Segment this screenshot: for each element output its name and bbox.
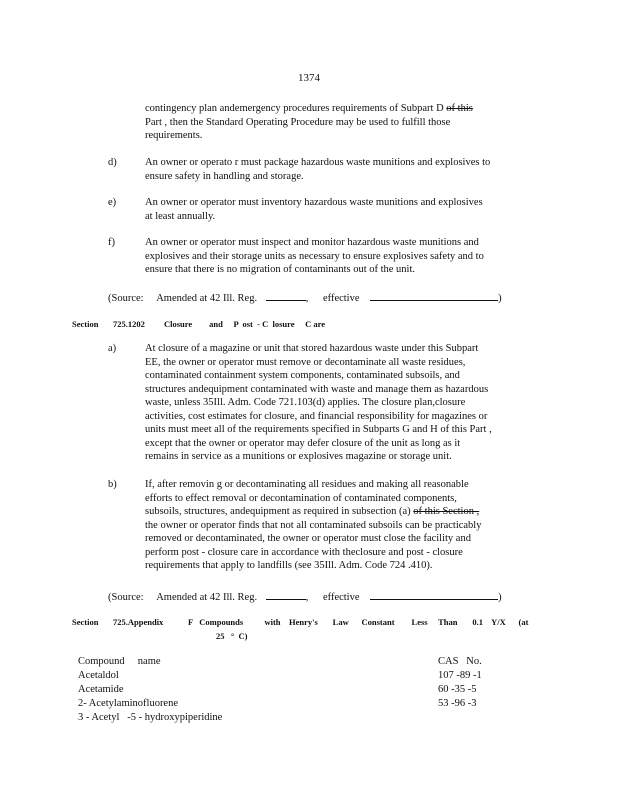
- item-letter-f: f): [108, 237, 115, 248]
- item-a-line: units must meet all of the requirements specified in Subparts G and H of this Part ,: [145, 424, 492, 435]
- item-f-line: An owner or operator must inspect and monitor hazardous waste munitions and: [145, 237, 479, 248]
- item-b-strike: of this Section ,: [413, 506, 480, 517]
- item-b-line: efforts to effect removal or decontamination of contaminated components,: [145, 492, 457, 504]
- source-effective: effective: [322, 592, 360, 603]
- item-a-line: except that the owner or operator may defer closure of the unit as long as it: [145, 437, 461, 449]
- compound-name: 2- Acetylaminofluorene: [78, 698, 179, 709]
- compound-name: Acetaldol: [78, 670, 119, 681]
- reg-blank: [266, 290, 306, 301]
- item-a-line: waste, unless 35Ill. Adm. Code 721.103(d) applies. The closure plan,closure: [145, 397, 466, 408]
- cas-number: 60 -35 -5: [438, 684, 477, 695]
- item-a-line: contaminated containment system components, contaminated subsoils, and: [145, 370, 460, 381]
- item-letter-a: a): [108, 343, 117, 354]
- item-a-line: At closure of a magazine or unit that stored hazardous waste under this Subpart: [145, 343, 479, 354]
- item-f-line: explosives and their storage units as necessary to ensure explosives safety and to: [145, 250, 484, 262]
- item-a-text: [145, 342, 543, 464]
- item-b-line: perform post - closure care in accordance with theclosure and post - closure: [145, 546, 463, 558]
- item-b-line: subsoils, structures, andequipment as required in subsection (a): [145, 506, 411, 517]
- compound-header: Compound name: [78, 656, 161, 667]
- intro-strike: of this: [446, 103, 473, 114]
- source-effective: effective: [322, 293, 360, 304]
- appendix-section-label: Section: [72, 617, 99, 627]
- table-row: [78, 683, 538, 697]
- source-note-2: [108, 589, 502, 605]
- intro-paragraph: [145, 102, 543, 143]
- effective-blank: [370, 589, 498, 600]
- item-b-text: [145, 478, 543, 573]
- item-d-text: [145, 156, 543, 183]
- item-a-line: structures andequipment contaminated with waste and manage them as hazardous: [145, 383, 489, 395]
- source-label: (Source:: [108, 293, 144, 304]
- source-label: (Source:: [108, 592, 144, 603]
- reg-blank: [266, 589, 306, 600]
- item-e-line: An owner or operator must inventory hazardous waste munitions and explosives: [145, 197, 483, 208]
- effective-blank: [370, 290, 498, 301]
- compound-name: Acetamide: [78, 684, 124, 695]
- intro-line-3: requirements.: [145, 130, 203, 141]
- cas-number: 107 -89 -1: [438, 670, 482, 681]
- source-close: ): [498, 293, 502, 304]
- section-label: Section: [72, 319, 99, 329]
- item-letter-b: b): [108, 479, 117, 490]
- source-amended: Amended at 42 Ill. Reg.: [156, 293, 258, 304]
- appendix-number: 725.Appendix: [113, 617, 164, 627]
- table-header: [78, 655, 538, 669]
- item-b-line: requirements that apply to landfills (see 35Ill. Adm. Code 724 .410).: [145, 560, 433, 571]
- item-letter-e: e): [108, 197, 117, 208]
- item-f-line: ensure that there is no migration of contaminants out of the unit.: [145, 264, 416, 275]
- item-f-text: [145, 236, 543, 277]
- source-amended: Amended at 42 Ill. Reg.: [156, 592, 258, 603]
- intro-line-1: contingency plan andemergency procedures requirements of Subpart D: [145, 103, 444, 114]
- source-comma: ,: [305, 592, 309, 603]
- appendix-title-2: 25 ° C): [216, 631, 248, 641]
- page-number: 1374: [298, 72, 320, 84]
- table-row: [78, 697, 538, 711]
- item-b-line: removed or decontaminated, the owner or operator must close the facility and: [145, 533, 471, 544]
- item-a-line: EE, the owner or operator must remove or decontaminate all waste residues,: [145, 356, 466, 368]
- item-b-line: the owner or operator finds that not all contaminated subsoils can be practicably: [145, 519, 482, 531]
- table-row: [78, 669, 538, 683]
- item-d-line: ensure safety in handling and storage.: [145, 170, 304, 182]
- item-d-line: An owner or operato r must package hazardous waste munitions and explosives to: [145, 157, 491, 168]
- compound-name: 3 - Acetyl -5 - hydroxypiperidine: [78, 712, 223, 723]
- section-number: 725.1202: [113, 319, 145, 329]
- item-a-line: activities, cost estimates for closure, and financial responsibility for magazines or: [145, 410, 488, 422]
- item-b-line: If, after removin g or decontaminating all residues and making all reasonable: [145, 479, 469, 490]
- source-comma: ,: [305, 293, 309, 304]
- item-a-line: remains in service as a munitions or explosives magazine or storage unit.: [145, 451, 452, 462]
- item-e-line: at least annually.: [145, 210, 216, 222]
- item-letter-d: d): [108, 157, 117, 168]
- cas-header: CAS No.: [438, 656, 482, 667]
- source-note: [108, 290, 502, 306]
- section-title: Closure and P ost - C losure C are: [164, 319, 326, 329]
- item-e-text: [145, 196, 543, 223]
- intro-line-2: Part , then the Standard Operating Procedure may be used to fulfill those: [145, 116, 451, 128]
- appendix-title: F Compounds with Henry's Law Constant Less Than 0.1 Y/X (at: [188, 617, 529, 627]
- source-close: ): [498, 592, 502, 603]
- cas-number: 53 -96 -3: [438, 698, 477, 709]
- table-row: [78, 711, 538, 725]
